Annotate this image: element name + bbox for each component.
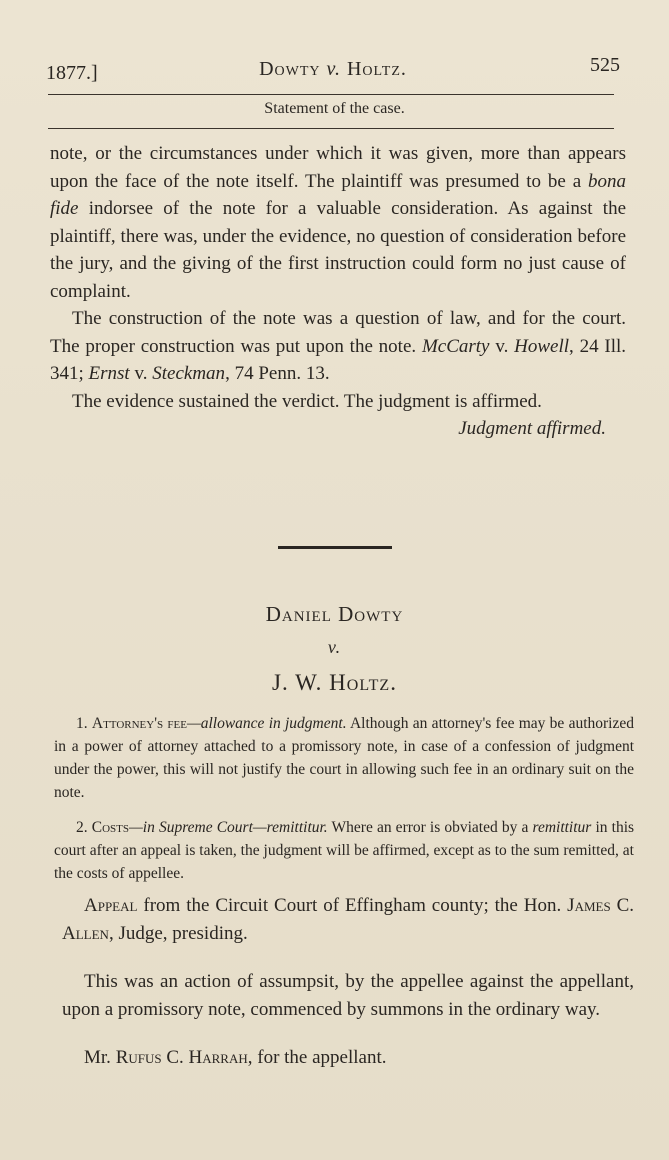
citation-1-party-a: McCarty xyxy=(421,335,490,357)
appeal-paragraph: Appeal from the Circuit Court of Effingham county; the Hon. James C. Allen, Judge, presiding. xyxy=(62,895,635,944)
headnote-1: 1. Attorney's fee—allowance in judgment. Although an attorney's fee may be authorized in a power of attorney attached to a promissory note, in case of a confession of judgment under the power, this will not justify the court in allowing such fee in an ordinary suit on the note. xyxy=(54,715,634,801)
header-year: 1877.] xyxy=(46,62,98,84)
judge-name: James C. Allen xyxy=(62,895,635,944)
opinion-text xyxy=(50,140,626,443)
counsel-paragraph: Mr. Rufus C. Harrah, for the appellant. xyxy=(84,1047,387,1068)
statement-subheader: Statement of the case. xyxy=(264,100,405,117)
page-header xyxy=(46,52,620,82)
citation-2-party-a: Ernst xyxy=(88,363,130,384)
running-title-versus: v. xyxy=(326,58,341,80)
citation-1-party-b: Howell xyxy=(514,335,570,357)
headnote-2: 2. Costs—in Supreme Court—remittitur. Where an error is obviated by a remittitur in this court after an appeal is taken, the judgment will be affirmed, except as to the sum remitted, at the costs of appellee. xyxy=(54,819,635,882)
opinion-paragraph-3: The evidence sustained the verdict. The judgment is affirmed. xyxy=(72,390,542,412)
bona-fide-italic: bona fide xyxy=(50,170,627,219)
headnote-1-subtopic: —allowance in judgment. xyxy=(186,715,347,732)
headnote-2-subtopic: —in Supreme Court—remittitur. xyxy=(129,819,328,836)
case-title-appellant: Daniel Dowty xyxy=(265,602,404,626)
opinion-paragraph-1: note, or the circumstances under which it was given, more than appears upon the face of the note itself. The plaintiff was presumed to be a bona fide indorsee of the note for a valuable consideration. As against the plaintiff, there was, under the evidence, no question of consideration before the jury, and the giving of the first instruction could form no just cause of complaint. xyxy=(50,143,627,302)
running-title-party-2: Holtz. xyxy=(346,58,407,80)
counsel-name: Rufus C. Harrah xyxy=(115,1047,248,1068)
page-number: 525 xyxy=(590,54,620,76)
header-rule-bottom xyxy=(48,128,614,129)
case-separator-rule xyxy=(278,546,392,549)
header-rule-top xyxy=(48,94,614,95)
action-paragraph: This was an action of assumpsit, by the appellee against the appellant, upon a promissory note, commenced by summons in the ordinary way. xyxy=(62,971,634,1020)
headnotes xyxy=(54,712,634,897)
running-title-party-1: Dowty xyxy=(259,58,321,80)
case-title-appellee: J. W. Holtz. xyxy=(272,670,397,695)
judgment-affirmed: Judgment affirmed. xyxy=(458,418,606,439)
running-title xyxy=(46,58,620,81)
citation-2-party-b: Steckman xyxy=(152,363,226,384)
opinion-paragraph-2: The construction of the note was a question of law, and for the court. The proper construction was put upon the note. McCarty v. Howell, 24 Ill. 341; Ernst v. Steckman, 74 Penn. 13. xyxy=(50,308,627,384)
headnote-1-topic: Attorney's fee xyxy=(91,715,187,732)
headnote-2-topic: Costs xyxy=(91,819,129,836)
case-title-versus: v. xyxy=(327,637,342,657)
case-statement xyxy=(62,892,634,1092)
